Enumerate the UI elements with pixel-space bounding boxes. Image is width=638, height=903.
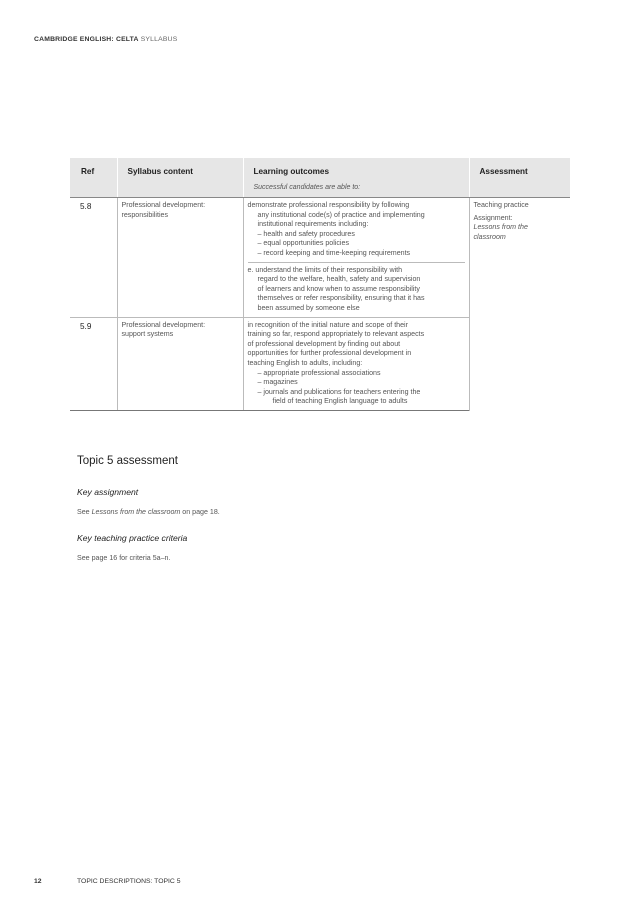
key-assignment-text <box>77 508 220 516</box>
outcome-line: regard to the welfare, health, safety and supervision <box>257 275 421 284</box>
outcome-list-item: – health and safety procedures <box>257 229 355 238</box>
outcome-line: opportunities for further professional development in <box>247 349 412 358</box>
table-header-row <box>70 158 570 198</box>
outcome-line: themselves or refer responsibility, ensuring that it has <box>257 294 425 303</box>
col-header-content: Syllabus content <box>117 158 243 198</box>
key-tp-criteria-heading: Key teaching practice criteria <box>77 533 188 543</box>
outcome-cell <box>243 317 469 410</box>
content-line: Professional development: <box>121 320 206 329</box>
outcome-cell <box>243 198 469 318</box>
assessment-line: Assignment: <box>473 213 513 222</box>
col-header-outcomes <box>243 158 469 198</box>
assessment-line: Teaching practice <box>473 201 529 209</box>
table-row <box>70 198 570 318</box>
assessment-cell <box>469 198 570 411</box>
outcome-line: in recognition of the initial nature and scope of their <box>247 320 408 329</box>
text-fragment: See <box>77 508 92 516</box>
outcome-line: teaching English to adults, including: <box>247 358 363 367</box>
content-cell <box>117 198 243 318</box>
outcome-line: e. understand the limits of their responsibility with <box>247 265 403 274</box>
col-header-outcomes-sub: Successful candidates are able to: <box>253 183 361 191</box>
outcome-line: demonstrate professional responsibility by following <box>247 201 410 209</box>
section-title: Topic 5 assessment <box>77 455 178 467</box>
ref-cell: 5.8 <box>70 198 117 318</box>
assessment-italic-line: classroom <box>473 232 506 241</box>
header-title: CAMBRIDGE ENGLISH: CELTA <box>34 36 139 43</box>
outcome-list-item-continued: field of teaching English language to adults <box>272 397 408 406</box>
footer-label: TOPIC DESCRIPTIONS: TOPIC 5 <box>77 878 181 885</box>
outcome-list-item: – journals and publications for teachers entering the <box>257 387 421 396</box>
ref-cell: 5.9 <box>70 317 117 410</box>
col-header-assessment: Assessment <box>469 158 570 198</box>
col-header-outcomes-label: Learning outcomes <box>253 167 330 176</box>
assessment-italic-line: Lessons from the <box>473 223 528 232</box>
content-line: Professional development: <box>121 201 206 209</box>
outcome-list-item: – appropriate professional associations <box>257 368 381 377</box>
key-assignment-heading: Key assignment <box>77 487 139 497</box>
outcome-list-item: – equal opportunities policies <box>257 239 349 248</box>
syllabus-table <box>70 158 570 411</box>
outcome-line: training so far, respond appropriately to relevant aspects <box>247 330 425 339</box>
header-subtitle: SYLLABUS <box>140 36 178 43</box>
outcome-line: institutional requirements including: <box>257 220 369 229</box>
col-header-ref: Ref <box>70 158 117 198</box>
assignment-title: Lessons from the classroom <box>91 508 181 516</box>
content-line: support systems <box>121 330 174 339</box>
outcome-e-block <box>248 262 465 314</box>
outcome-line: of learners and know when to assume responsibility <box>257 284 420 293</box>
running-header <box>34 36 177 43</box>
content-line: responsibilities <box>121 210 169 219</box>
content-cell <box>117 317 243 410</box>
text-fragment: on page 18. <box>180 508 220 516</box>
outcome-line: been assumed by someone else <box>257 303 360 312</box>
outcome-list-item: – magazines <box>257 378 298 387</box>
outcome-list-item: – record keeping and time-keeping requirements <box>257 248 411 257</box>
page-number: 12 <box>34 878 42 885</box>
outcome-line: any institutional code(s) of practice and implementing <box>257 210 425 219</box>
key-tp-criteria-text: See page 16 for criteria 5a–n. <box>77 554 171 562</box>
outcome-line: of professional development by finding out about <box>247 339 401 348</box>
